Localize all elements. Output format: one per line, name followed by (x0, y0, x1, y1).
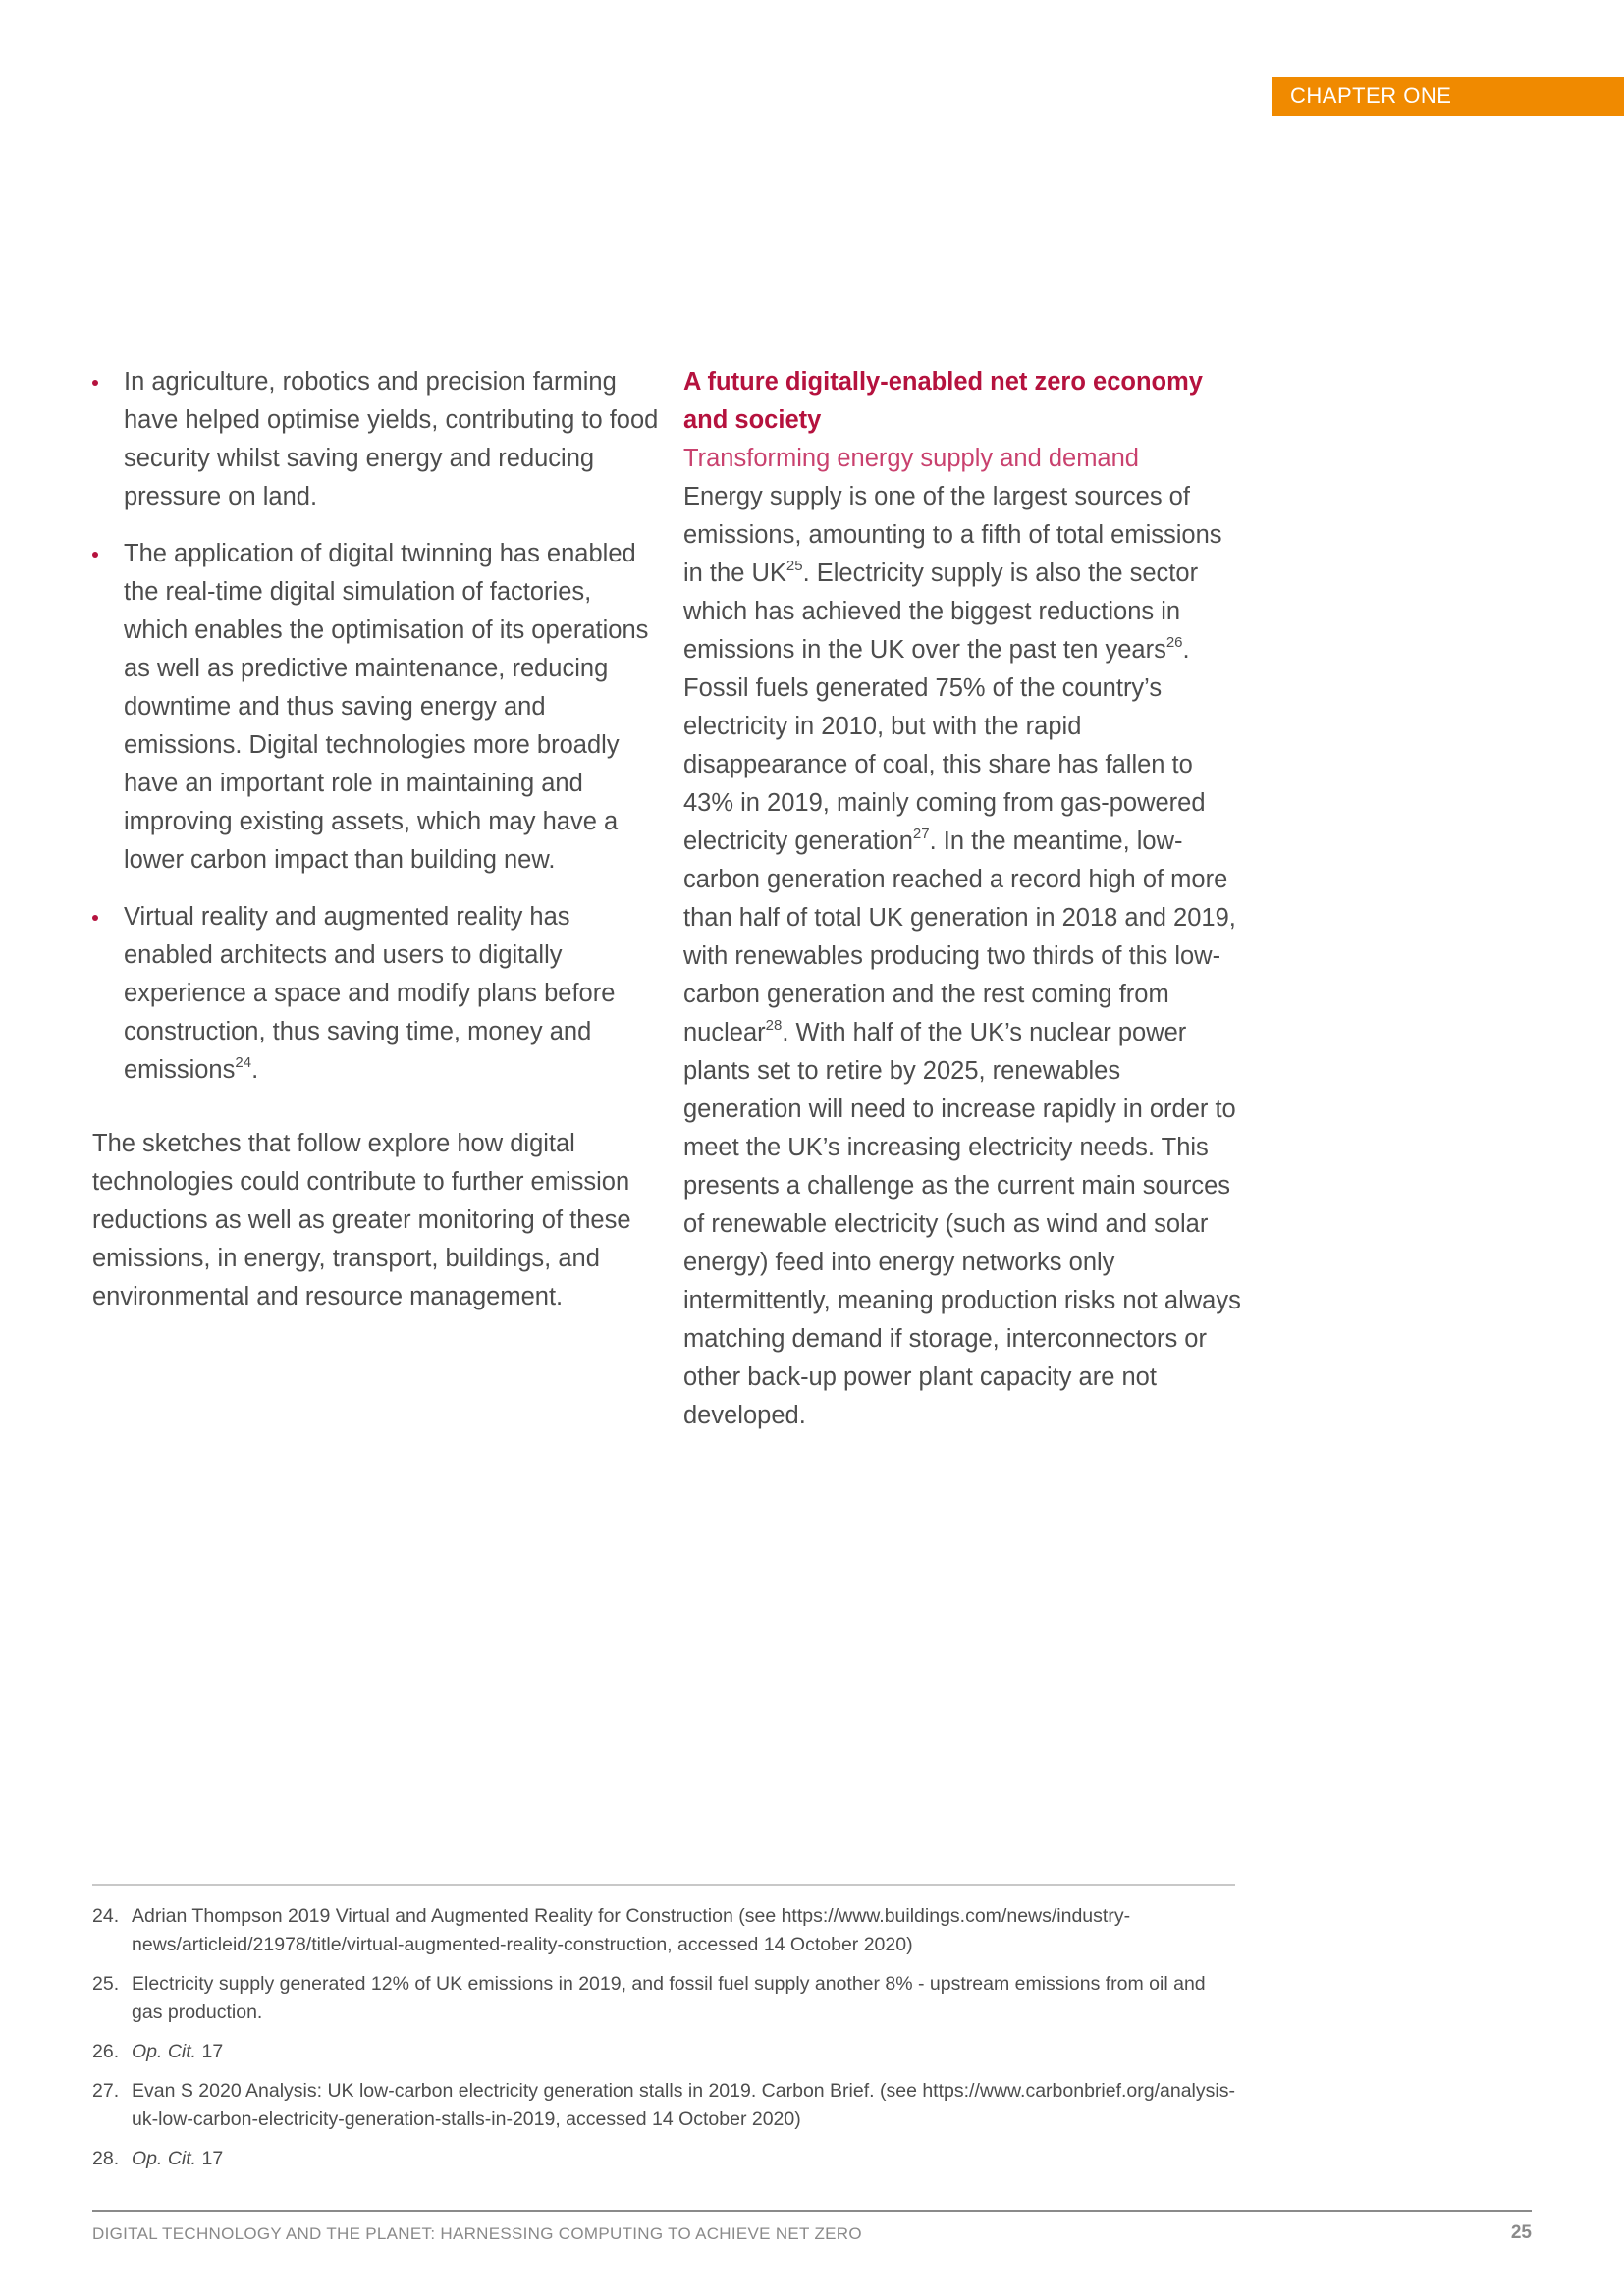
footnote-italic: Op. Cit. (132, 2041, 197, 2062)
bullet-list (92, 363, 662, 1090)
bullet-dot-icon (92, 915, 98, 921)
paragraph-text: . Electricity supply is also the sector which has achieved the biggest reductions in emissions in the UK over the past ten years (683, 560, 1199, 664)
paragraph-text: . With half of the UK’s nuclear power plants set to retire by 2025, renewables generation will need to increase rapidly in order to meet the UK’s increasing electricity needs. This presents a challenge as the current main sources of renewable electricity (such as wind and solar energy) feed into energy networks only intermittently, meaning production risks not always matching demand if storage, interconnectors or other back-up power plant capacity are not developed. (683, 1019, 1241, 1429)
footnote-24 (92, 1902, 1241, 1959)
chapter-label: CHAPTER ONE (1272, 77, 1624, 116)
bullet-text: The application of digital twinning has enabled the real-time digital simulation of factories, which enables the optimisation of its operations as well as predictive maintenance, reducing downtime and thus saving energy and emissions. Digital technologies more broadly have an important role in maintaining and improving existing assets, which may have a lower carbon impact than building new. (124, 540, 649, 874)
footnote-text: Evan S 2020 Analysis: UK low-carbon electricity generation stalls in 2019. Carbon Brief. (see https://www.carbonbrief.org/analysis-uk-low-carbon-electricity-generation-stalls-in-2019, accessed 14 October 2020) (132, 2080, 1235, 2130)
footnote-ref: 28 (765, 1016, 783, 1034)
footer-divider (92, 2210, 1532, 2212)
footnote-text: Adrian Thompson 2019 Virtual and Augmented Reality for Construction (see https://www.buildings.com/news/industry-news/articleid/21978/title/virtual-augmented-reality-construction, accessed 14 October 2020) (132, 1905, 1131, 1955)
footnote-text: 17 (196, 2148, 224, 2169)
right-column (683, 363, 1243, 1435)
footnote-26 (92, 2038, 1241, 2066)
list-item (92, 535, 662, 880)
left-column (92, 363, 662, 1342)
footnote-italic: Op. Cit. (132, 2148, 197, 2169)
bullet-text: Virtual reality and augmented reality has enabled architects and users to digitally experience a space and modify plans before construction, thus saving time, money and emissions (124, 903, 616, 1084)
bullet-text: In agriculture, robotics and precision farming have helped optimise yields, contributing to food security whilst saving energy and reducing pressure on land. (124, 368, 659, 510)
footnote-28 (92, 2145, 1241, 2173)
footnote-ref: 27 (912, 825, 930, 842)
paragraph-text: . In the meantime, low-carbon generation reached a record high of more than half of total UK generation in 2018 and 2019, with renewables producing two thirds of this low-carbon generation and the rest coming from nuclear (683, 828, 1236, 1046)
footnote-25 (92, 1970, 1241, 2027)
bullet-dot-icon (92, 552, 98, 558)
footnotes-divider (92, 1884, 1235, 1886)
bullet-dot-icon (92, 380, 98, 386)
intro-paragraph: The sketches that follow explore how digital technologies could contribute to further emission reductions as well as greater monitoring of these emissions, in energy, transport, buildings, and environmental and resource management. (92, 1130, 631, 1310)
footnote-number: 26. (92, 2041, 120, 2062)
footnote-number: 24. (92, 1905, 120, 1927)
footnote-text: Electricity supply generated 12% of UK emissions in 2019, and fossil fuel supply another 8% - upstream emissions from oil and gas production. (132, 1973, 1206, 2023)
footnote-27 (92, 2077, 1241, 2134)
footnote-ref: 24 (235, 1053, 252, 1071)
footnote-number: 27. (92, 2080, 120, 2102)
footnote-number: 28. (92, 2148, 120, 2169)
footnote-text: 17 (196, 2041, 224, 2062)
list-item (92, 898, 662, 1090)
page-number: 25 (1510, 2222, 1532, 2243)
section-heading: A future digitally-enabled net zero economy and society (683, 368, 1203, 434)
footnote-ref: 25 (785, 557, 803, 574)
footnote-ref: 26 (1165, 633, 1183, 651)
paragraph-text: Energy supply is one of the largest sources of emissions, amounting to a fifth of total emissions in the UK (683, 483, 1222, 587)
energy-paragraph (683, 478, 1243, 1435)
footer-title: DIGITAL TECHNOLOGY AND THE PLANET: HARNESSING COMPUTING TO ACHIEVE NET ZERO (92, 2224, 862, 2243)
footnote-number: 25. (92, 1973, 120, 1995)
section-subheading: Transforming energy supply and demand (683, 445, 1139, 472)
list-item (92, 363, 662, 516)
paragraph-text: . Fossil fuels generated 75% of the country’s electricity in 2010, but with the rapid disappearance of coal, this share has fallen to 43% in 2019, mainly coming from gas-powered electricity generation (683, 636, 1206, 855)
footnotes (92, 1902, 1241, 2184)
bullet-text-end: . (251, 1056, 259, 1084)
